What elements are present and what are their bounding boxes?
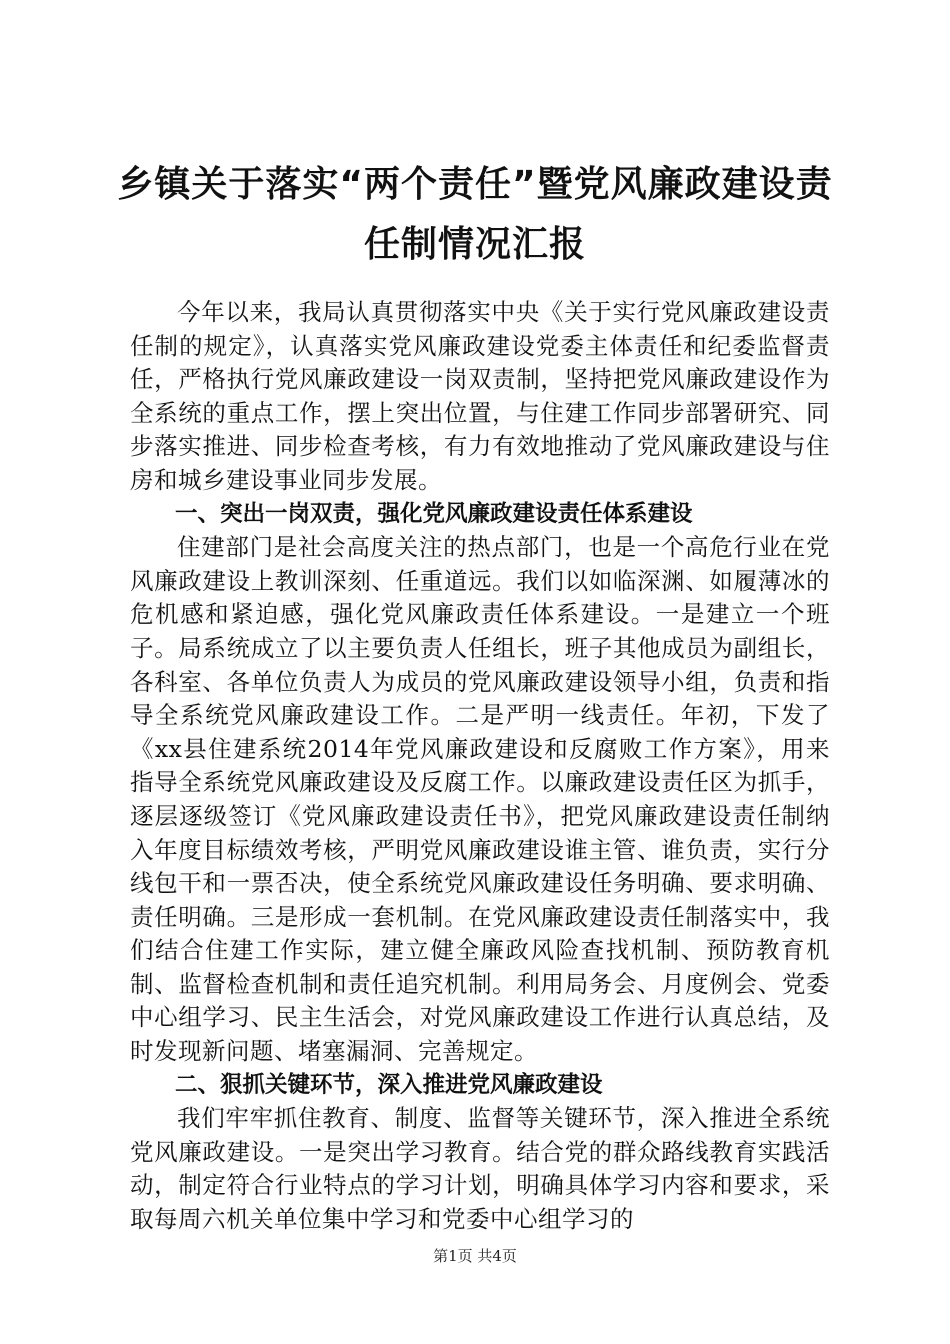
section-2-paragraph: 我们牢牢抓住教育、制度、监督等关键环节，深入推进全系统党风廉政建设。一是突出学习教育。结合党的群众路线教育实践活动，制定符合行业特点的学习计划，明确具体学习内容和要求，采取每周六机关单位集中学习和党委中心组学习的 xyxy=(130,1104,830,1234)
intro-paragraph: 今年以来，我局认真贯彻落实中央《关于实行党风廉政建设责任制的规定》，认真落实党风廉政建设党委主体责任和纪委监督责任，严格执行党风廉政建设一岗双责制，坚持把党风廉政建设作为全系统的重点工作，摆上突出位置，与住建工作同步部署研究、同步落实推进、同步检查考核，有力有效地推动了党风廉政建设与住房和城乡建设事业同步发展。 xyxy=(130,298,830,494)
section-1-heading: 一、突出一岗双责，强化党风廉政建设责任体系建设 xyxy=(175,500,693,527)
section-2-heading: 二、狠抓关键环节，深入推进党风廉政建设 xyxy=(175,1071,603,1098)
page-footer xyxy=(0,1245,950,1266)
document-title-line-1: 乡镇关于落实“两个责任”暨党风廉政建设责 xyxy=(117,164,833,205)
document-title-line-2: 任制情况汇报 xyxy=(363,224,586,265)
document-body xyxy=(130,296,830,1237)
page-number-indicator: 第1页 共4页 xyxy=(433,1247,517,1265)
section-1-paragraph: 住建部门是社会高度关注的热点部门，也是一个高危行业在党风廉政建设上教训深刻、任重道远。我们以如临深渊、如履薄冰的危机感和紧迫感，强化党风廉政责任体系建设。一是建立一个班子。局系统成立了以主要负责人任组长，班子其他成员为副组长，各科室、各单位负责人为成员的党风廉政建设领导小组，负责和指导全系统党风廉政建设工作。二是严明一线责任。年初，下发了《xx县住建系统2014年党风廉政建设和反腐败工作方案》，用来指导全系统党风廉政建设及反腐工作。以廉政建设责任区为抓手，逐层逐级签订《党风廉政建设责任书》，把党风廉政建设责任制纳入年度目标绩效考核，严明党风廉政建设谁主管、谁负责，实行分线包干和一票否决，使全系统党风廉政建设任务明确、要求明确、责任明确。三是形成一套机制。在党风廉政建设责任制落实中，我们结合住建工作实际，建立健全廉政风险查找机制、预防教育机制、监督检查机制和责任追究机制。利用局务会、月度例会、党委中心组学习、民主生活会，对党风廉政建设工作进行认真总结，及时发现新问题、堵塞漏洞、完善规定。 xyxy=(130,533,830,1066)
